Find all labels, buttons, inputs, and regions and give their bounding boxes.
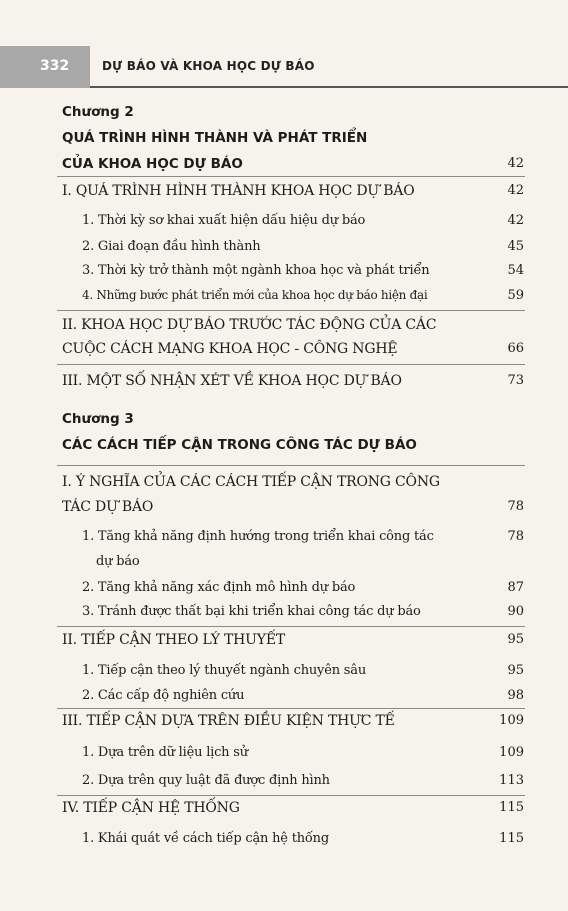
chapter-2-title-line2: CỦA KHOA HỌC DỰ BÁO [62, 156, 243, 172]
toc-page-number: 115 [499, 800, 524, 815]
toc-divider [57, 310, 525, 311]
toc-item: 1. Tiếp cận theo lý thuyết ngành chuyên sâu [82, 663, 366, 678]
toc-item: dự báo [96, 554, 140, 569]
toc-section: II. KHOA HỌC DỰ BÁO TRƯỚC TÁC ĐỘNG CỦA CÁC [62, 317, 437, 333]
toc-divider [57, 795, 525, 796]
toc-item: 1. Thời kỳ sơ khai xuất hiện dấu hiệu dự báo [82, 213, 366, 228]
toc-section: II. TIẾP CẬN THEO LÝ THUYẾT [62, 632, 285, 648]
toc-section: CUỘC CÁCH MẠNG KHOA HỌC - CÔNG NGHỆ [62, 341, 398, 357]
toc-item: 1. Tăng khả năng định hướng trong triển khai công tác [82, 529, 434, 544]
toc-section: III. MỘT SỐ NHẬN XÉT VỀ KHOA HỌC DỰ BÁO [62, 373, 402, 389]
toc-page-number: 59 [507, 288, 524, 303]
toc-page-number: 115 [499, 831, 524, 846]
toc-section: TÁC DỰ BÁO [62, 499, 154, 515]
toc-item: 2. Các cấp độ nghiên cứu [82, 688, 245, 703]
chapter-2-title-line1: QUÁ TRÌNH HÌNH THÀNH VÀ PHÁT TRIỂN [62, 130, 368, 146]
page-number: 332 [40, 58, 70, 74]
toc-item: 3. Thời kỳ trở thành một ngành khoa học và phát triển [82, 263, 430, 278]
toc-page-number: 54 [507, 263, 524, 278]
toc-item: 1. Khái quát về cách tiếp cận hệ thống [82, 831, 329, 846]
toc-page-number: 42 [507, 183, 524, 198]
running-title: DỰ BÁO VÀ KHOA HỌC DỰ BÁO [102, 59, 315, 73]
toc-section: III. TIẾP CẬN DỰA TRÊN ĐIỀU KIỆN THỰC TẾ [62, 713, 395, 729]
toc-page-number: 73 [507, 373, 524, 388]
toc-divider [57, 176, 525, 177]
toc-page-number: 78 [507, 499, 524, 514]
toc-page-number: 66 [507, 341, 524, 356]
toc-divider [57, 465, 525, 466]
toc-item: 1. Dựa trên dữ liệu lịch sử [82, 745, 248, 760]
chapter-3-label: Chương 3 [62, 411, 134, 427]
chapter-2-label: Chương 2 [62, 104, 134, 120]
chapter-3-title: CÁC CÁCH TIẾP CẬN TRONG CÔNG TÁC DỰ BÁO [62, 437, 417, 453]
toc-page-number: 45 [507, 239, 524, 254]
toc-divider [57, 364, 525, 365]
toc-section: I. QUÁ TRÌNH HÌNH THÀNH KHOA HỌC DỰ BÁO [62, 183, 415, 199]
toc-divider [57, 626, 525, 627]
toc-item: 2. Tăng khả năng xác định mô hình dự báo [82, 580, 356, 595]
toc-page-number: 78 [507, 529, 524, 544]
toc-page-number: 42 [507, 156, 524, 171]
toc-page-number: 90 [507, 604, 524, 619]
toc-page-number: 87 [507, 580, 524, 595]
toc-item: 2. Giai đoạn đầu hình thành [82, 239, 261, 254]
toc-page-number: 42 [507, 213, 524, 228]
toc-item: 4. Những bước phát triển mới của khoa học dự báo hiện đại [82, 288, 428, 302]
toc-page-number: 109 [499, 713, 524, 728]
toc-item: 3. Tránh được thất bại khi triển khai công tác dự báo [82, 604, 421, 619]
toc-item: 2. Dựa trên quy luật đã được định hình [82, 773, 330, 788]
toc-page-number: 113 [499, 773, 524, 788]
toc-page-number: 98 [507, 688, 524, 703]
toc-section: I. Ý NGHĨA CỦA CÁC CÁCH TIẾP CẬN TRONG CÔNG [62, 474, 440, 490]
toc-page-number: 109 [499, 745, 524, 760]
toc-divider [57, 708, 525, 709]
toc-section: IV. TIẾP CẬN HỆ THỐNG [62, 800, 240, 816]
toc-page-number: 95 [507, 632, 524, 647]
toc-page-number: 95 [507, 663, 524, 678]
